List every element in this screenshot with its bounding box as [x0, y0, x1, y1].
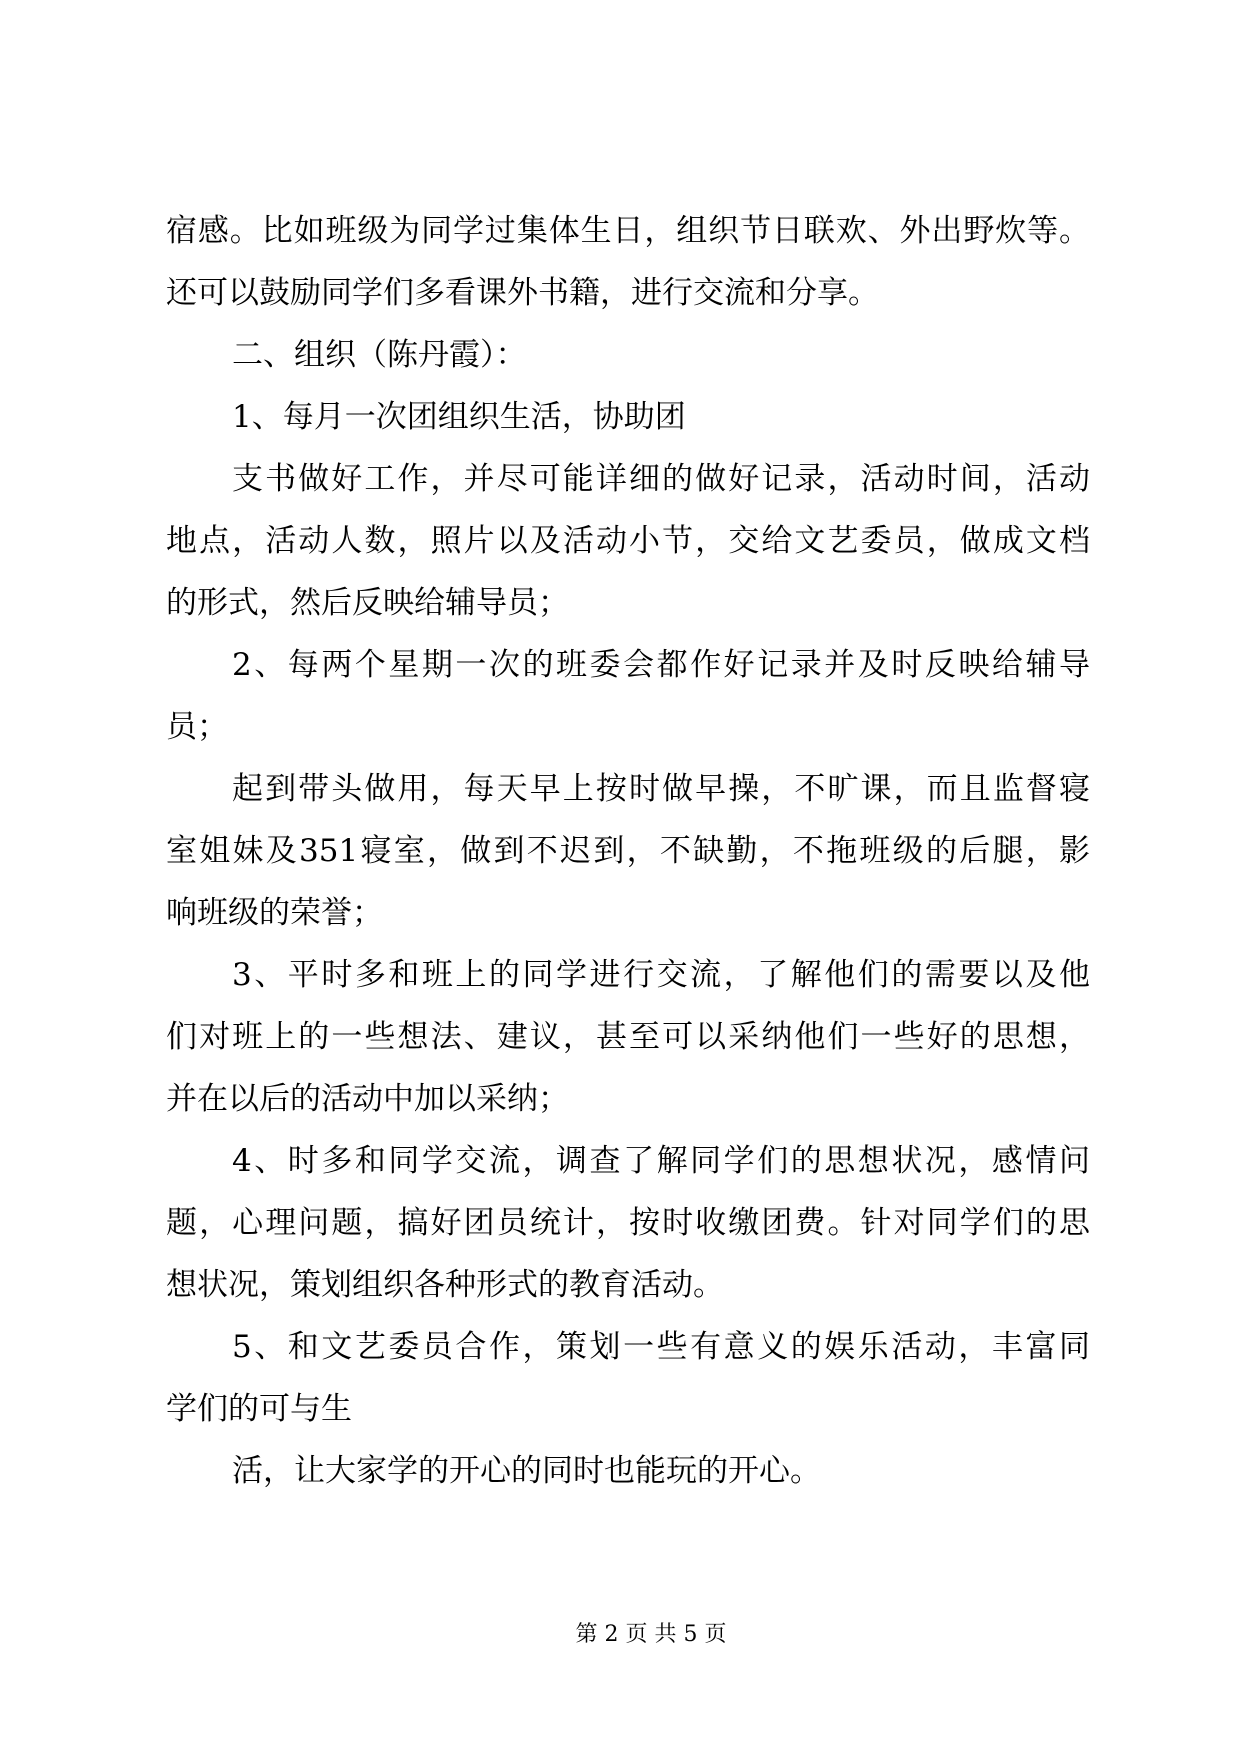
text-line: 题，心理问题，搞好团员统计，按时收缴团费。针对同学们的思 [166, 1205, 1090, 1241]
paragraph [166, 200, 1090, 324]
section-heading [166, 324, 1090, 386]
text-line: 支书做好工作，并尽可能详细的做好记录，活动时间，活动 [232, 461, 1090, 497]
text-line: 起到带头做用，每天早上按时做早操，不旷课，而且监督寝 [232, 771, 1090, 807]
text-line: 1、每月一次团组织生活，协助团 [232, 399, 686, 435]
text-line: 4、时多和同学交流，调查了解同学们的思想状况，感情问 [232, 1143, 1090, 1179]
text-line: 的形式，然后反映给辅导员； [166, 585, 569, 621]
paragraph [166, 448, 1090, 634]
text-line: 还可以鼓励同学们多看课外书籍，进行交流和分享。 [166, 275, 879, 311]
text-line: 想状况，策划组织各种形式的教育活动。 [166, 1267, 724, 1303]
paragraph [166, 1316, 1090, 1440]
text-line: 们对班上的一些想法、建议，甚至可以采纳他们一些好的思想， [166, 1019, 1090, 1055]
paragraph [166, 758, 1090, 944]
paragraph [166, 634, 1090, 758]
paragraph [166, 1440, 1090, 1502]
page-number-footer: 第 2 页 共 5 页 [575, 1622, 727, 1647]
text-line: 员； [166, 709, 228, 745]
paragraph [166, 386, 1090, 448]
text-line: 宿感。比如班级为同学过集体生日，组织节日联欢、外出野炊等。 [166, 213, 1090, 249]
text-line: 3、平时多和班上的同学进行交流，了解他们的需要以及他 [232, 957, 1090, 993]
paragraph [166, 1130, 1090, 1316]
text-line: 并在以后的活动中加以采纳； [166, 1081, 569, 1117]
paragraph [166, 944, 1090, 1130]
text-line: 二、组织（陈丹霞）： [232, 337, 527, 373]
body-text [166, 200, 1090, 1502]
text-line: 5、和文艺委员合作，策划一些有意义的娱乐活动，丰富同 [232, 1329, 1090, 1365]
text-line: 活，让大家学的开心的同时也能玩的开心。 [232, 1453, 821, 1489]
text-line: 学们的可与生 [166, 1391, 352, 1427]
text-line: 室姐妹及351寝室，做到不迟到，不缺勤，不拖班级的后腿，影 [166, 833, 1090, 869]
text-line: 地点，活动人数，照片以及活动小节，交给文艺委员，做成文档 [166, 523, 1090, 559]
text-line: 2、每两个星期一次的班委会都作好记录并及时反映给辅导 [232, 647, 1090, 683]
text-line: 响班级的荣誉； [166, 895, 383, 931]
